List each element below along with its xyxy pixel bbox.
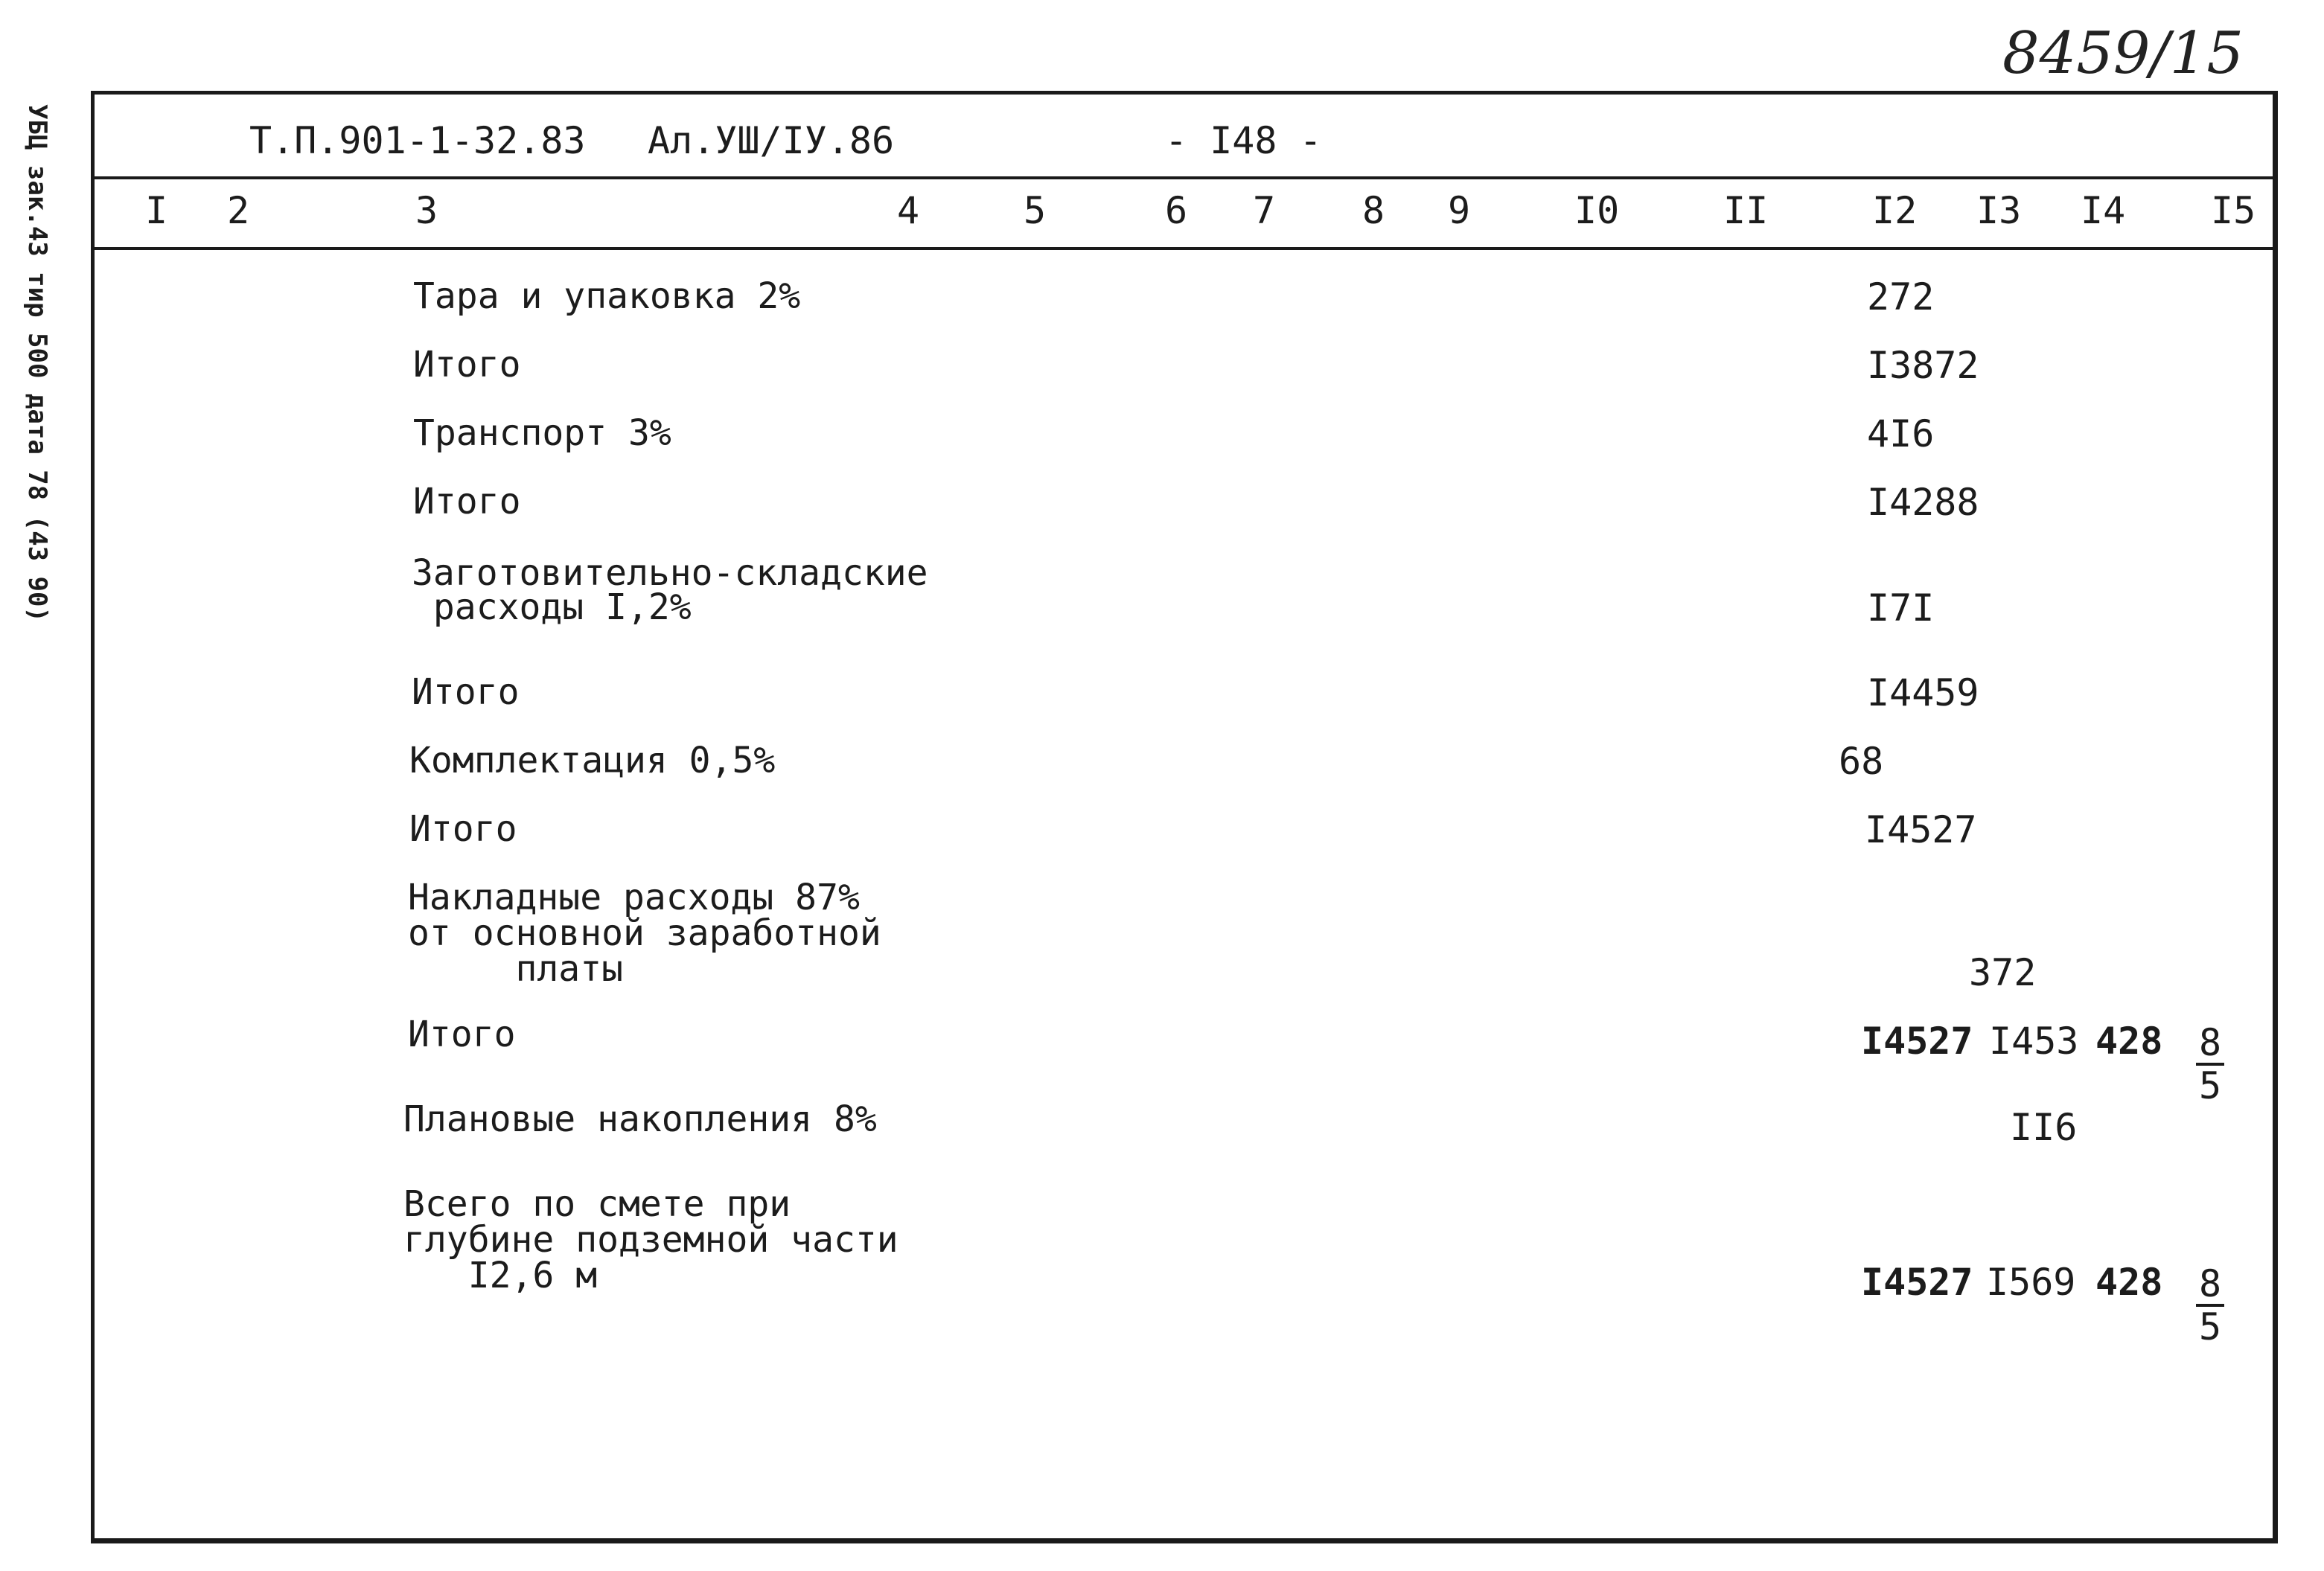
- column-header: 2: [227, 189, 250, 232]
- cell-col12: I4527: [1861, 1020, 1973, 1063]
- cell-col12: I7I: [1867, 586, 1935, 630]
- row-label: Всего по смете при: [403, 1183, 791, 1225]
- cell-col13: I569: [1986, 1261, 2076, 1304]
- page-number: - I48 -: [1165, 119, 1322, 162]
- column-header: I0: [1574, 189, 1620, 232]
- album-code: Ал.УШ/IУ.86: [648, 119, 895, 162]
- row-label: Итого: [413, 344, 521, 385]
- column-header: 5: [1024, 189, 1047, 232]
- cell-col15-fraction: [2196, 1023, 2224, 1106]
- cell-col12: 68: [1839, 740, 1884, 783]
- row-label: Итого: [412, 671, 520, 713]
- document-code: Т.П.901-1-32.83: [249, 119, 586, 162]
- row-label: Транспорт 3%: [413, 412, 671, 454]
- row-label: Итого: [408, 1014, 516, 1055]
- cell-col14: 428: [2095, 1020, 2163, 1063]
- column-header: 7: [1253, 189, 1276, 232]
- fraction-denominator: 5: [2199, 1305, 2222, 1348]
- column-header: 4: [897, 189, 920, 232]
- archive-number-note: 8459/15: [2002, 20, 2244, 87]
- column-header: I2: [1872, 189, 1918, 232]
- row-label: Итого: [409, 808, 517, 850]
- column-header: I: [145, 189, 168, 232]
- row-label: платы: [408, 948, 623, 990]
- row-label: Итого: [413, 481, 521, 522]
- row-label: Тара и упаковка 2%: [413, 275, 801, 317]
- column-header: II: [1723, 189, 1769, 232]
- column-header-divider: [95, 247, 2273, 250]
- cell-col12: I4527: [1861, 1261, 1973, 1304]
- fraction-denominator: 5: [2199, 1064, 2222, 1107]
- print-stamp-note: УБЦ зак.43 тир 500 дата 78 (43 90): [22, 104, 52, 622]
- cell-col13: I453: [1989, 1020, 2079, 1063]
- fraction-numerator: 8: [2196, 1023, 2224, 1066]
- cell-col12: 4I6: [1867, 412, 1935, 455]
- column-header: 3: [415, 189, 438, 232]
- column-header: I4: [2081, 189, 2126, 232]
- column-header: 9: [1448, 189, 1471, 232]
- column-header: I5: [2211, 189, 2256, 232]
- row-label: от основной заработной: [408, 912, 881, 954]
- row-label: Плановые накопления 8%: [403, 1098, 877, 1140]
- column-header: I3: [1976, 189, 2022, 232]
- cell-col12: I4527: [1865, 808, 1977, 851]
- header-divider: [95, 176, 2273, 179]
- row-label: Комплектация 0,5%: [409, 740, 776, 781]
- row-label: расходы I,2%: [412, 586, 692, 628]
- cell-col12: I4288: [1867, 481, 1979, 524]
- cell-col13: II6: [2010, 1106, 2078, 1149]
- column-header: 8: [1362, 189, 1385, 232]
- cell-col14: 428: [2095, 1261, 2163, 1304]
- cell-col12: 272: [1867, 275, 1935, 319]
- cell-col13: 372: [1969, 951, 2037, 994]
- row-label: Заготовительно-складские: [412, 552, 928, 594]
- row-label: I2,6 м: [403, 1255, 598, 1296]
- cell-col12: I3872: [1867, 344, 1979, 387]
- row-label: Накладные расходы 87%: [408, 877, 860, 918]
- row-label: глубине подземной части: [403, 1219, 898, 1261]
- fraction-numerator: 8: [2196, 1264, 2224, 1307]
- cell-col15-fraction: [2196, 1264, 2224, 1347]
- cell-col12: I4459: [1867, 671, 1979, 714]
- column-header: 6: [1165, 189, 1188, 232]
